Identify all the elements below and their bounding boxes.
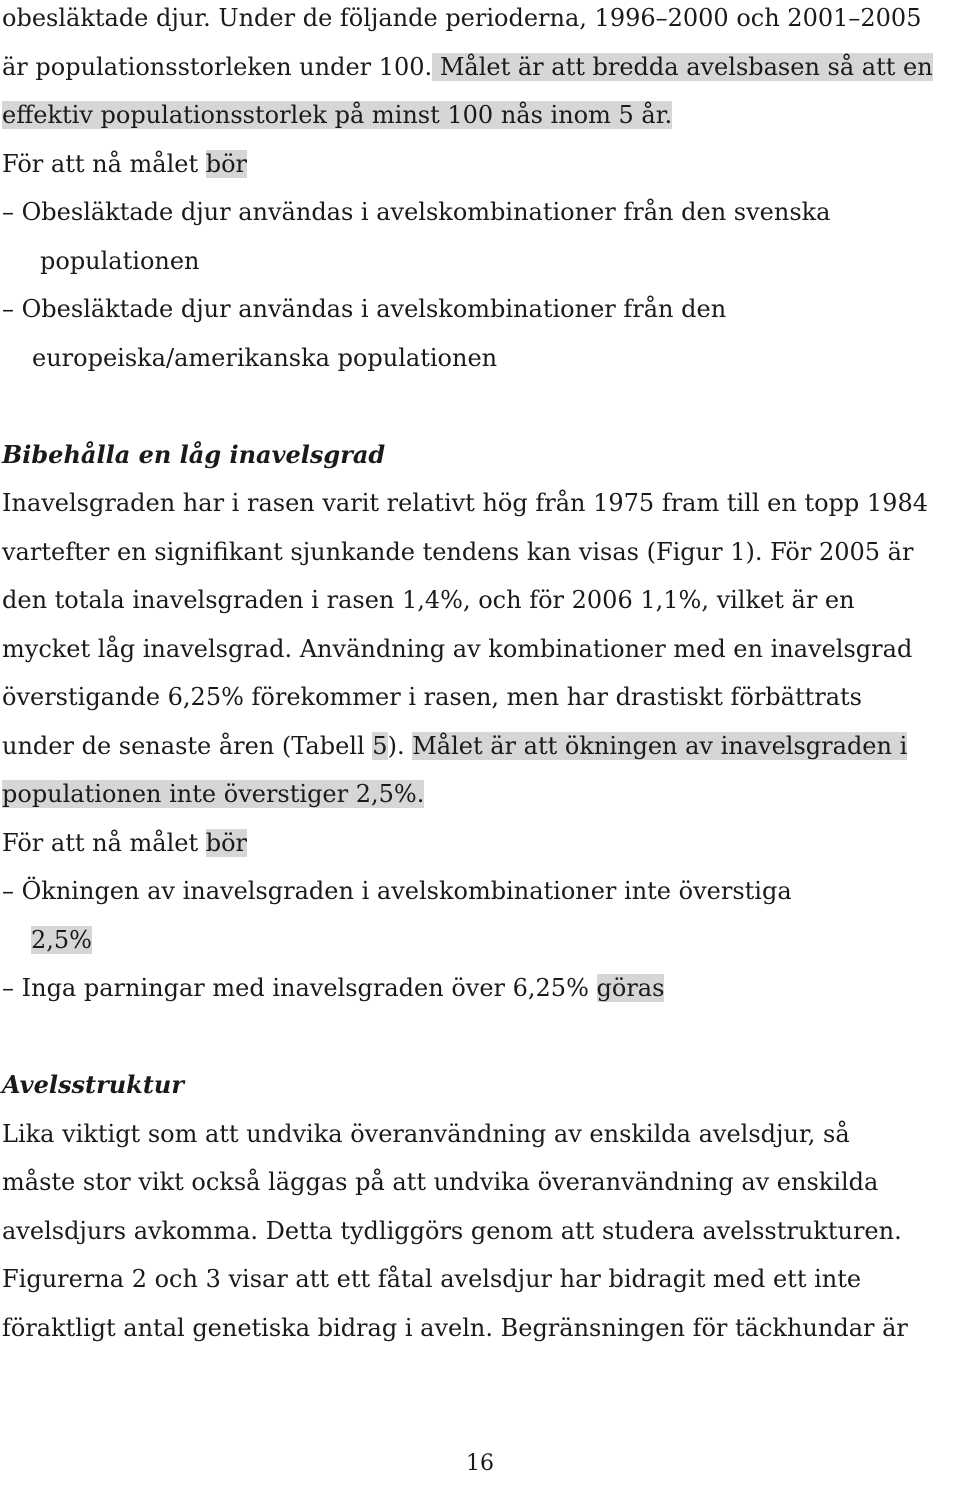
intro-highlight-3: effektiv populationsstorlek på minst 100 nås inom 5 år. xyxy=(2,101,673,129)
goal1-bullet-2-cont xyxy=(2,334,958,383)
goal2-bullet-2-text: – Inga parningar med inavelsgraden över 6,25% xyxy=(2,974,597,1002)
inbreeding-text-2: vartefter en signifikant sjunkande tendens kan visas (Figur 1). För 2005 är xyxy=(2,537,914,566)
structure-text-4: Figurerna 2 och 3 visar att ett fåtal avelsdjur har bidragit med ett inte xyxy=(2,1265,862,1293)
goal1-bullet-2-text: – Obesläktade djur användas i avelskombinationer från den xyxy=(2,295,727,323)
structure-line-3 xyxy=(2,1207,958,1256)
goal2-bullet-2 xyxy=(2,964,958,1013)
inbreeding-line-2 xyxy=(2,528,958,577)
goal2-bullet-1-cont xyxy=(2,916,958,965)
structure-line-1 xyxy=(2,1110,958,1159)
intro-highlight-2: Målet är att bredda avelsbasen så att en xyxy=(432,52,933,81)
table-reference: 5 xyxy=(372,731,388,760)
goal1-prefix: För att nå målet xyxy=(2,149,206,178)
document-page xyxy=(2,0,958,1352)
goal1-lead xyxy=(2,140,958,189)
inbreeding-heading: Bibehålla en låg inavelsgrad xyxy=(2,439,386,469)
intro-line-1 xyxy=(2,0,958,43)
goal1-bullet-1-cont-text: populationen xyxy=(40,246,200,275)
goal2-bullet-1-text: – Ökningen av inavelsgraden i avelskombinationer inte överstiga xyxy=(2,877,792,905)
inbreeding-text-1: Inavelsgraden har i rasen varit relativt hög från 1975 fram till en topp 1984 xyxy=(2,489,928,517)
inbreeding-text-5: överstigande 6,25% förekommer i rasen, men har drastiskt förbättrats xyxy=(2,683,862,711)
inbreeding-line-7 xyxy=(2,770,958,819)
inbreeding-text-6b: ). xyxy=(387,731,413,760)
spacer-2 xyxy=(2,1013,958,1062)
structure-text-3: avelsdjurs avkomma. Detta tydliggörs genom att studera avelsstrukturen. xyxy=(2,1216,902,1245)
structure-line-5 xyxy=(2,1304,958,1353)
structure-line-4 xyxy=(2,1255,958,1304)
goal2-prefix: För att nå målet xyxy=(2,828,206,857)
goal1-bullet-1-cont xyxy=(2,237,958,286)
structure-text-2: måste stor vikt också läggas på att undvika överanvändning av enskilda xyxy=(2,1168,879,1196)
inbreeding-text-4: mycket låg inavelsgrad. Användning av kombinationer med en inavelsgrad xyxy=(2,634,913,663)
inbreeding-line-4 xyxy=(2,625,958,674)
structure-heading: Avelsstruktur xyxy=(2,1070,184,1099)
goal2-bullet-2-highlight: göras xyxy=(596,974,665,1002)
goal1-bullet-2-cont-text: europeiska/amerikanska populationen xyxy=(32,343,498,372)
structure-line-2 xyxy=(2,1158,958,1207)
inbreeding-text-6a: under de senaste åren (Tabell xyxy=(2,731,373,760)
intro-text-1: obesläktade djur. Under de följande perioderna, 1996–2000 och 2001–2005 xyxy=(2,4,922,32)
intro-line-2 xyxy=(2,43,958,92)
inbreeding-line-1 xyxy=(2,479,958,528)
inbreeding-goal-highlight-2: populationen inte överstiger 2,5%. xyxy=(2,780,425,808)
structure-text-1: Lika viktigt som att undvika överanvändning av enskilda avelsdjur, så xyxy=(2,1119,850,1148)
goal2-highlight: bör xyxy=(205,828,248,857)
goal1-bullet-1 xyxy=(2,188,958,237)
goal1-bullet-2 xyxy=(2,285,958,334)
inbreeding-line-3 xyxy=(2,576,958,625)
structure-text-5: föraktligt antal genetiska bidrag i aveln. Begränsningen för täckhundar är xyxy=(2,1313,908,1342)
intro-line-3 xyxy=(2,91,958,140)
page-number: 16 xyxy=(466,1451,494,1476)
goal2-lead xyxy=(2,819,958,868)
goal2-bullet-1 xyxy=(2,867,958,916)
inbreeding-text-3: den totala inavelsgraden i rasen 1,4%, och för 2006 1,1%, vilket är en xyxy=(2,586,855,614)
spacer-1 xyxy=(2,382,958,431)
goal2-bullet-1-cont-text: 2,5% xyxy=(31,925,92,954)
intro-text-2: är populationsstorleken under 100. xyxy=(2,52,433,81)
inbreeding-line-5 xyxy=(2,673,958,722)
goal1-bullet-1-text: – Obesläktade djur användas i avelskombinationer från den svenska xyxy=(2,198,831,226)
inbreeding-goal-highlight: Målet är att ökningen av inavelsgraden i xyxy=(412,731,908,760)
goal1-highlight: bör xyxy=(205,149,248,178)
inbreeding-line-6 xyxy=(2,722,958,771)
